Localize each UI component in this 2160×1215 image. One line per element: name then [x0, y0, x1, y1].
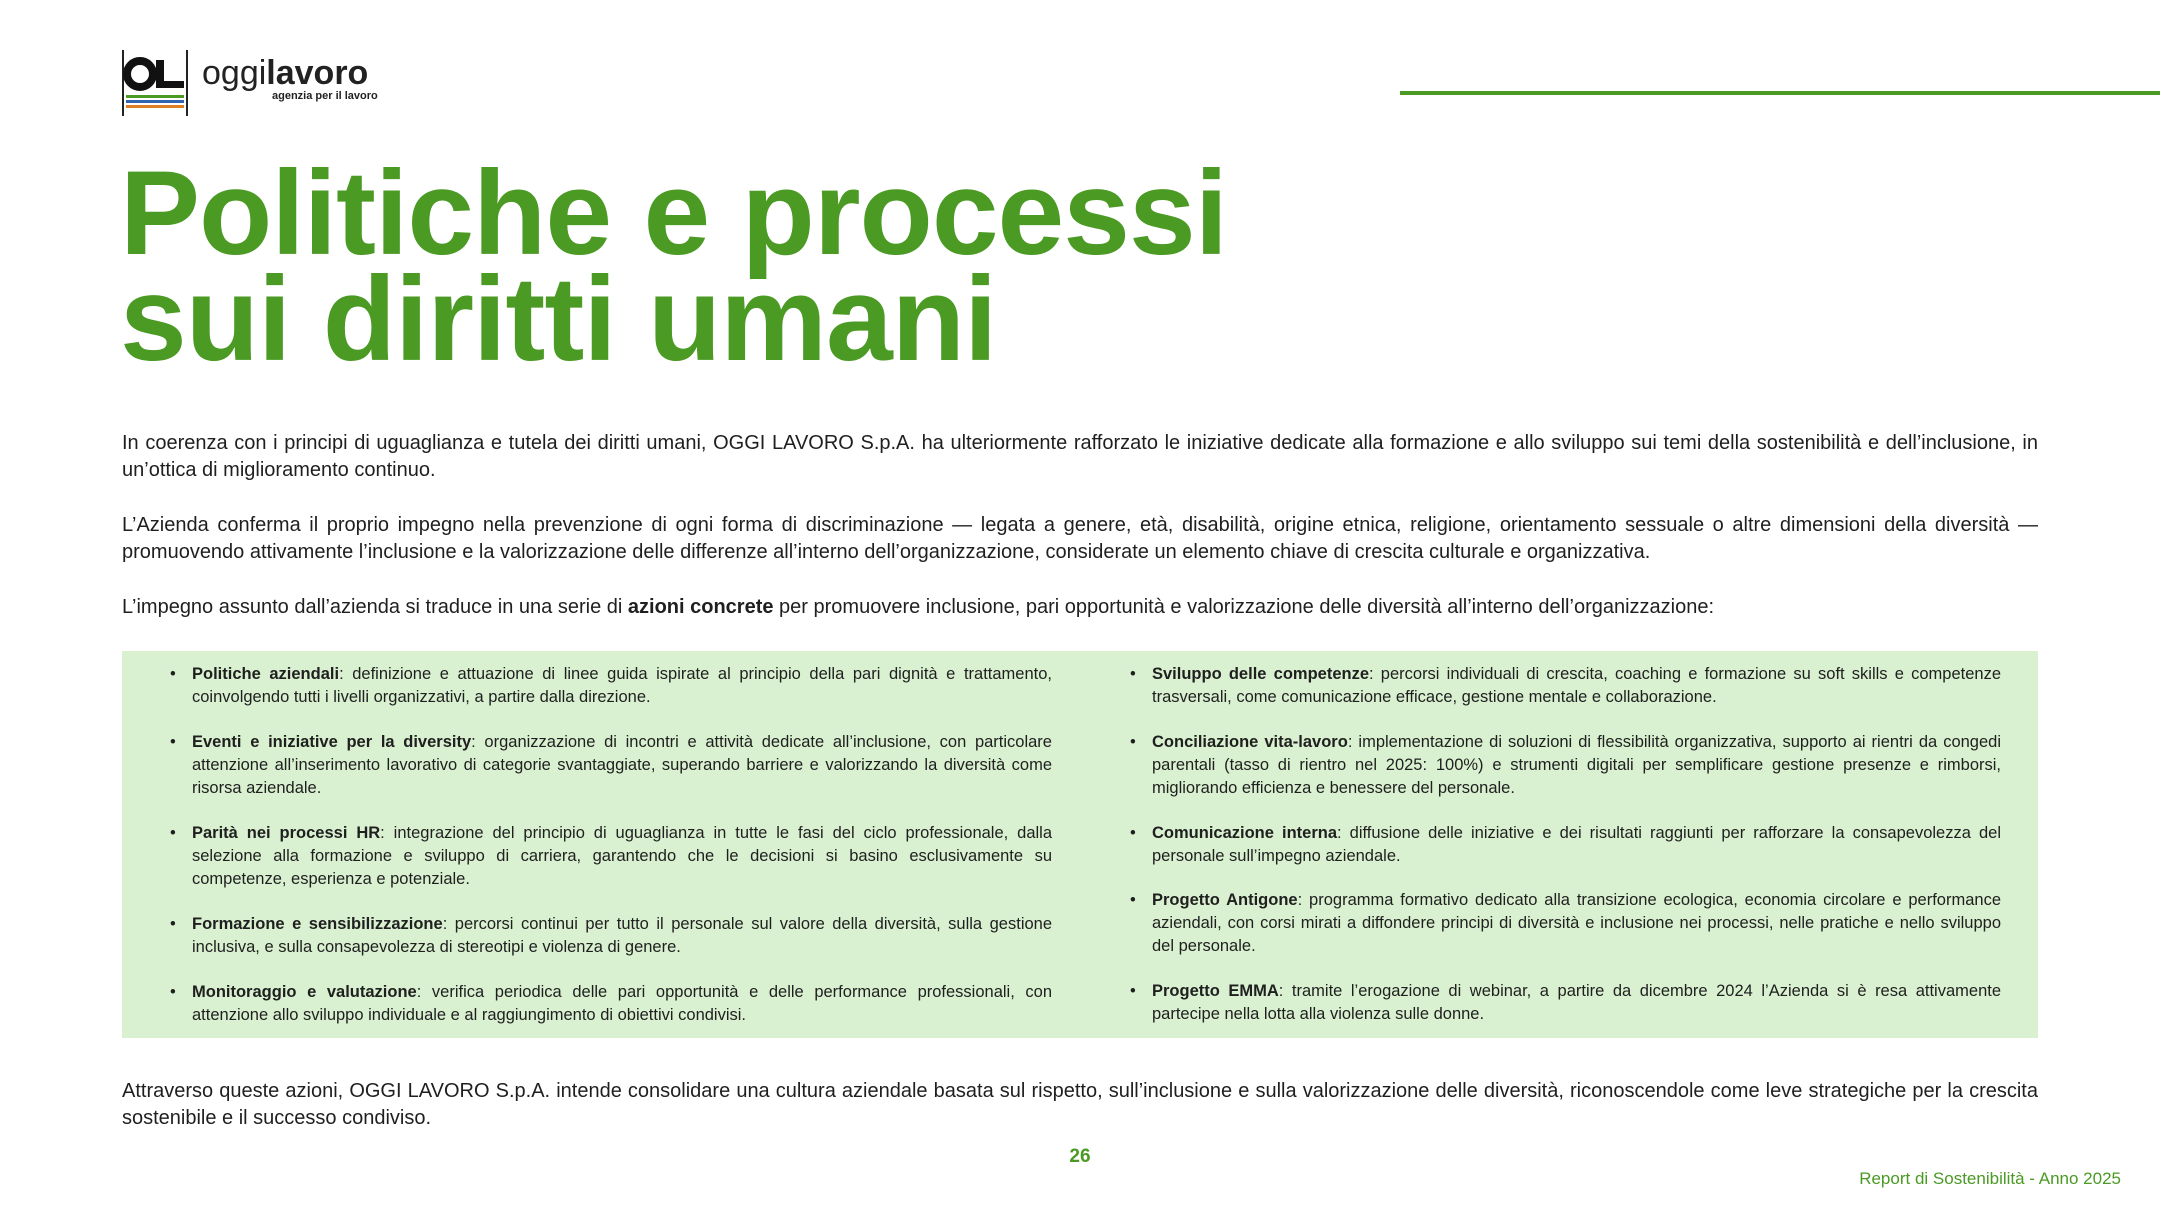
list-item: • Progetto Antigone: programma formativo dedicato alla transizione ecologica, economia circolare e performance aziendali, con corsi mirati a diffondere principi di diversità e inclusione nei processi, nelle pratiche e nello sviluppo del personale. [1130, 891, 2002, 955]
list-item: • Politiche aziendali: definizione e attuazione di linee guida ispirate al principio della pari dignità e trattamento, coinvolgendo tutti i livelli organizzativi, a partire dalla direzione. [170, 665, 1052, 706]
title-line-1: Politiche e processi [120, 146, 1228, 280]
bullet-icon: • [1130, 665, 1136, 683]
title-line-2: sui diritti umani [120, 252, 997, 386]
bullet-icon: • [170, 915, 176, 933]
intro-paragraph-1: In coerenza con i principi di uguaglianza e tutela dei diritti umani, OGGI LAVORO S.p.A. ha ulteriormente rafforzato le iniziative dedicate alla formazione e allo sviluppo sui temi della sostenibilità e dell’inclusione, in un’ottica di miglioramento continuo. [122, 432, 2038, 481]
actions-list-left [170, 663, 1052, 1027]
list-item: • Eventi e iniziative per la diversity: organizzazione di incontri e attività dedicate all’inclusione, con particolare attenzione all’inserimento lavorativo di categorie svantaggiate, superando barriere e valorizzando la diversità come risorsa aziendale. [170, 733, 1052, 797]
closing-paragraph: Attraverso queste azioni, OGGI LAVORO S.p.A. intende consolidare una cultura aziendale basata sul rispetto, sull’inclusione e sulla valorizzazione delle diversità, riconoscendole come leve strategiche per la crescita sostenibile e il successo condiviso. [122, 1080, 2038, 1129]
logo-mark-icon [122, 50, 188, 116]
list-item: • Parità nei processi HR: integrazione del principio di uguaglianza in tutte le fasi del ciclo professionale, dalla selezione alla formazione e sviluppo di carriera, garantendo che le decisioni si basino esclusivamente su competenze, esperienza e potenziale. [170, 824, 1053, 888]
bullet-icon: • [170, 983, 176, 1001]
bullet-icon: • [170, 733, 176, 751]
actions-list-right [1130, 663, 2001, 1026]
list-item: • Sviluppo delle competenze: percorsi individuali di crescita, coaching e formazione su soft skills e competenze trasversali, come comunicazione efficace, gestione mentale e collaborazione. [1130, 665, 2001, 706]
list-item: • Comunicazione interna: diffusione delle iniziative e dei risultati raggiunti per rafforzare la consapevolezza del personale sull’impegno aziendale. [1130, 824, 2001, 865]
bullet-icon: • [1130, 891, 1136, 909]
list-item: • Progetto EMMA: tramite l’erogazione di webinar, a partire da dicembre 2024 l’Azienda si è resa attivamente partecipe nella lotta alla violenza sulle donne. [1130, 982, 2002, 1023]
intro-paragraph-2: L’Azienda conferma il proprio impegno nella prevenzione di ogni forma di discriminazione — legata a genere, età, disabilità, origine etnica, religione, orientamento sessuale o altre dimensioni della diversità — promuovendo attivamente l’inclusione e la valorizzazione delle differenze all’interno dell’organizzazione, considerate un elemento chiave di crescita culturale e organizzativa. [122, 514, 2038, 563]
company-logo [122, 50, 382, 116]
intro-paragraph-3: L’impegno assunto dall’azienda si traduce in una serie di azioni concrete per promuovere inclusione, pari opportunità e valorizzazione delle diversità all’interno dell’organizzazione: [122, 596, 1715, 618]
actions-box [122, 651, 2038, 1038]
bullet-icon: • [1130, 733, 1136, 751]
list-item: • Conciliazione vita-lavoro: implementazione di soluzioni di flessibilità organizzativa, supporto ai rientri da congedi parentali (tasso di rientro nel 2025: 100%) e strumenti digitali per semplificare gestione presenze e rimborsi, migliorando efficienza e benessere del personale. [1130, 733, 2001, 797]
header-rule [1400, 91, 2160, 95]
bullet-icon: • [170, 824, 176, 842]
page-title [120, 146, 1228, 386]
list-item: • Formazione e sensibilizzazione: percorsi continui per tutto il personale sul valore della diversità, sulla gestione inclusiva, e sulla consapevolezza di stereotipi e violenza di genere. [170, 915, 1053, 956]
bullet-icon: • [1130, 982, 1136, 1000]
report-footer-label: Report di Sostenibilità - Anno 2025 [1859, 1169, 2121, 1188]
page-number: 26 [1069, 1146, 1091, 1167]
list-item: • Monitoraggio e valutazione: verifica periodica delle pari opportunità e delle performance professionali, con attenzione allo sviluppo individuale e al raggiungimento di obiettivi condivisi. [170, 983, 1052, 1024]
logo-wordmark: oggilavoro [202, 54, 369, 92]
bullet-icon: • [1130, 824, 1136, 842]
logo-tagline: agenzia per il lavoro [272, 90, 378, 102]
bullet-icon: • [170, 665, 176, 683]
